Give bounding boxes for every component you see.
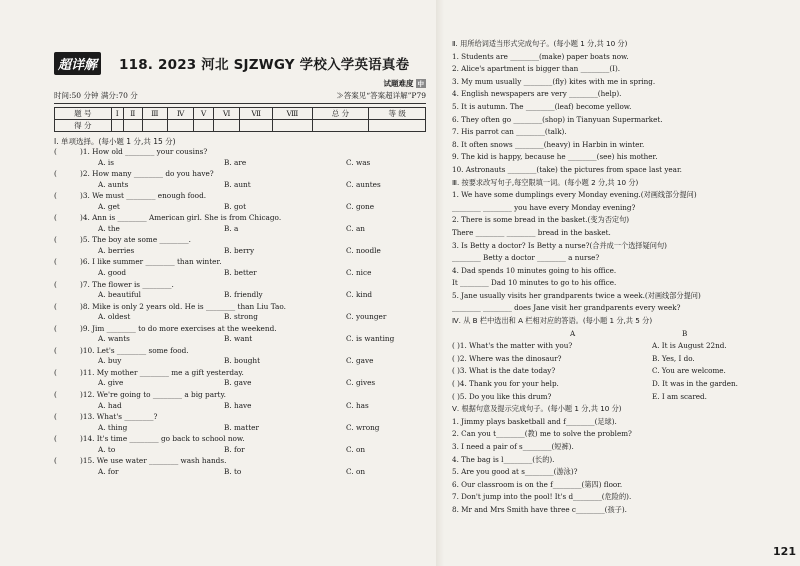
- match-a[interactable]: ( )4. Thank you for your help.: [452, 379, 559, 389]
- question-row: [54, 213, 426, 223]
- option-a[interactable]: A. give: [98, 378, 124, 388]
- left-column: [54, 50, 426, 478]
- option-c[interactable]: C. younger: [346, 312, 387, 322]
- question-row: [54, 191, 426, 201]
- option-b[interactable]: B. to: [224, 466, 242, 476]
- option-c[interactable]: C. gone: [346, 201, 375, 211]
- score-cell: Ⅲ: [142, 108, 167, 120]
- rewrite-line[interactable]: ________ ________ you have every Monday evening?: [452, 202, 636, 212]
- section2-heading: Ⅱ. 用所给词适当形式完成句子。(每小题 1 分,共 10 分): [452, 39, 628, 48]
- rewrite-line[interactable]: ________ ________ does Jane visit her grandparents every week?: [452, 303, 681, 313]
- score-cell: Ⅷ: [273, 108, 313, 120]
- section5-heading: Ⅴ. 根据句意及提示完成句子。(每小题 1 分,共 10 分): [452, 404, 622, 414]
- answer-bracket[interactable]: (: [54, 456, 57, 466]
- options-row: [54, 333, 426, 346]
- match-b: A. It is August 22nd.: [652, 341, 727, 351]
- options-row: [54, 267, 426, 280]
- exam-meta: [54, 90, 426, 104]
- question-text: )3. We must ________ enough food.: [80, 191, 207, 201]
- options-row: [54, 201, 426, 214]
- option-b[interactable]: B. better: [224, 267, 257, 277]
- answer-bracket[interactable]: (: [54, 390, 57, 400]
- question-text: )14. It's time ________ go back to school now.: [80, 434, 245, 444]
- match-a[interactable]: ( )1. What's the matter with you?: [452, 341, 573, 351]
- rewrite-line[interactable]: There ________ ________ bread in the basket.: [452, 227, 611, 237]
- fill-item[interactable]: 6. They often go ________(shop) in Tianyuan Supermarket.: [452, 114, 663, 124]
- question-text: )8. Mike is only 2 years old. He is ________ than Liu Tao.: [80, 301, 286, 311]
- section5-list: [452, 416, 792, 517]
- answer-bracket[interactable]: (: [54, 147, 57, 156]
- option-a[interactable]: A. good: [98, 267, 127, 277]
- options-row: [54, 179, 426, 192]
- option-b[interactable]: B. matter: [224, 422, 259, 432]
- rewrite-line: 3. Is Betty a doctor? Is Betty a nurse?(合并成一个选择疑问句): [452, 240, 667, 250]
- fill-item[interactable]: 4. English newspapers are very ________(help).: [452, 89, 622, 99]
- question-row: [54, 302, 426, 312]
- section1-list: [54, 147, 426, 478]
- question-row: [54, 412, 426, 422]
- fill-item[interactable]: 7. His parrot can ________(talk).: [452, 127, 567, 137]
- hint-fill-item[interactable]: 4. The bag is l________(长的).: [452, 454, 555, 464]
- fill-item[interactable]: 8. It often snows ________(heavy) in Harbin in winter.: [452, 139, 645, 149]
- option-a[interactable]: A. oldest: [98, 312, 131, 322]
- rewrite-line: 4. Dad spends 10 minutes going to his office.: [452, 265, 617, 275]
- question-row: [54, 434, 426, 444]
- question-row: [54, 169, 426, 179]
- fill-item[interactable]: 1. Students are ________(make) paper boats now.: [452, 51, 629, 61]
- question-text: )13. What's ________?: [80, 412, 158, 422]
- fill-item[interactable]: 5. It is autumn. The ________(leaf) become yellow.: [452, 101, 632, 111]
- answer-ref: ≫答案见“答案超详解”P79: [336, 91, 426, 100]
- options-row: [54, 223, 426, 236]
- hint-fill-item[interactable]: 3. I need a pair of s________(短裤).: [452, 442, 574, 451]
- option-c[interactable]: C. gives: [346, 378, 376, 388]
- option-a[interactable]: A. wants: [98, 334, 130, 344]
- option-b[interactable]: B. want: [224, 334, 253, 344]
- answer-bracket[interactable]: (: [54, 412, 57, 422]
- match-a-text: )4. Thank you for your help.: [457, 379, 559, 389]
- option-b[interactable]: B. have: [224, 400, 252, 410]
- score-cell: Ⅴ: [194, 108, 214, 120]
- hint-fill-item[interactable]: 2. Can you t________(教) me to solve the problem?: [452, 429, 632, 439]
- question-text: )7. The flower is ________.: [80, 279, 174, 289]
- difficulty-badge: 中: [417, 80, 424, 88]
- question-row: [54, 280, 426, 290]
- match-row: [452, 340, 792, 353]
- options-row: [54, 466, 426, 479]
- answer-bracket[interactable]: (: [54, 235, 57, 245]
- score-cell: 题 号: [55, 108, 112, 120]
- score-cell: Ⅱ: [123, 108, 142, 120]
- match-row: [452, 378, 792, 391]
- options-row: [54, 355, 426, 368]
- section3-list: [452, 189, 792, 315]
- question-row: [54, 147, 426, 157]
- question-text: )9. Jim ________ to do more exercises at the weekend.: [80, 323, 277, 333]
- option-c[interactable]: C. kind: [346, 290, 373, 300]
- score-input-cell[interactable]: [194, 120, 214, 132]
- section4-columns: [452, 328, 792, 341]
- option-c[interactable]: C. gave: [346, 356, 374, 366]
- option-c[interactable]: C. was: [346, 157, 371, 167]
- option-c[interactable]: C. has: [346, 400, 369, 410]
- question-row: [54, 257, 426, 267]
- answer-bracket[interactable]: (: [54, 257, 57, 267]
- options-row: [54, 422, 426, 435]
- options-row: [54, 400, 426, 413]
- rewrite-line[interactable]: It ________ Dad 10 minutes to go to his office.: [452, 278, 617, 288]
- question-text: )4. Ann is ________ American girl. She is from Chicago.: [80, 213, 282, 223]
- match-a[interactable]: ( )5. Do you like this drum?: [452, 391, 552, 401]
- question-row: [54, 324, 426, 334]
- question-row: [54, 456, 426, 466]
- match-b: B. Yes, I do.: [652, 353, 695, 363]
- option-a[interactable]: A. beautiful: [98, 290, 141, 300]
- time-info: 时间:50 分钟 满分:70 分: [54, 91, 138, 100]
- score-row-label: 得 分: [55, 120, 112, 132]
- question-text: )6. I like summer ________ than winter.: [80, 257, 222, 267]
- score-input-cell[interactable]: [369, 120, 426, 132]
- match-row: [452, 365, 792, 378]
- hint-fill-item[interactable]: 8. Mr and Mrs Smith have three c________(孩子).: [452, 504, 627, 514]
- score-input-cell[interactable]: [142, 120, 167, 132]
- question-row: [54, 346, 426, 356]
- question-text: )15. We use water ________ wash hands.: [80, 456, 227, 466]
- hint-fill-item[interactable]: 1. Jimmy plays basketball and f________(足球).: [452, 416, 617, 426]
- option-a[interactable]: A. thing: [98, 422, 128, 432]
- logo: 超详解: [54, 52, 101, 75]
- option-a[interactable]: A. had: [98, 400, 122, 410]
- option-c[interactable]: C. wrong: [346, 422, 380, 432]
- match-row: [452, 353, 792, 366]
- option-b[interactable]: B. are: [224, 157, 247, 167]
- question-text: )1. How old ________ your cousins?: [80, 147, 208, 156]
- option-c[interactable]: C. noodle: [346, 245, 381, 255]
- fill-item[interactable]: 10. Astronauts ________(take) the pictures from space last year.: [452, 164, 682, 174]
- difficulty-label: 试题难度: [383, 79, 414, 88]
- hint-fill-item[interactable]: 6. Our classroom is on the f________(第四) floor.: [452, 479, 623, 489]
- page-title: 118. 2023 河北 SJZWGY 学校入学英语真卷: [119, 57, 410, 73]
- question-row: [54, 235, 426, 245]
- fill-item[interactable]: 9. The kid is happy, because he ________(see) his mother.: [452, 152, 658, 162]
- option-a[interactable]: A. is: [98, 157, 114, 167]
- option-b[interactable]: B. for: [224, 444, 245, 454]
- answer-bracket[interactable]: (: [54, 301, 57, 311]
- options-row: [54, 377, 426, 390]
- hint-fill-item[interactable]: 7. Don't jump into the pool! It's d________(危险的).: [452, 492, 632, 502]
- match-a[interactable]: ( )3. What is the date today?: [452, 366, 556, 376]
- rewrite-line[interactable]: ________ Betty a doctor ________ a nurse?: [452, 253, 600, 263]
- question-text: )5. The boy ate some ________.: [80, 235, 191, 245]
- answer-bracket[interactable]: (: [54, 213, 57, 223]
- match-a-text: )5. Do you like this drum?: [457, 391, 552, 401]
- answer-bracket[interactable]: (: [54, 434, 57, 444]
- match-row: [452, 391, 792, 404]
- answer-bracket[interactable]: (: [54, 323, 57, 333]
- rewrite-line: 1. We have some dumplings every Monday evening.(对画线部分提问): [452, 190, 697, 200]
- option-a[interactable]: A. for: [98, 466, 119, 476]
- score-input-cell[interactable]: [213, 120, 239, 132]
- score-cell: Ⅰ: [111, 108, 123, 120]
- score-value-row: [55, 120, 426, 132]
- score-input-cell[interactable]: [312, 120, 369, 132]
- option-b[interactable]: B. bought: [224, 356, 261, 366]
- rewrite-line: 5. Jane usually visits her grandparents twice a week.(对画线部分提问): [452, 290, 701, 300]
- score-input-cell[interactable]: [168, 120, 194, 132]
- col-b-label: B: [682, 328, 688, 338]
- option-b[interactable]: B. aunt: [224, 179, 251, 189]
- section2-list: [452, 51, 792, 177]
- option-a[interactable]: A. the: [98, 223, 120, 233]
- right-column: [452, 38, 792, 517]
- options-row: [54, 245, 426, 258]
- question-text: )12. We're going to ________ a big party.: [80, 390, 226, 400]
- option-c[interactable]: C. is wanting: [346, 334, 395, 344]
- score-input-cell[interactable]: [123, 120, 142, 132]
- section4-list: [452, 340, 792, 403]
- options-row: [54, 157, 426, 170]
- answer-bracket[interactable]: (: [54, 191, 57, 201]
- section3-heading: Ⅲ. 按要求改写句子,每空限填一词。(每小题 2 分,共 10 分): [452, 177, 639, 187]
- rewrite-line: 2. There is some bread in the basket.(变为否定句): [452, 215, 630, 225]
- option-a[interactable]: A. get: [98, 201, 120, 211]
- options-row: [54, 311, 426, 324]
- score-cell: Ⅵ: [213, 108, 239, 120]
- match-a[interactable]: ( )2. Where was the dinosaur?: [452, 353, 562, 363]
- option-a[interactable]: A. to: [98, 444, 116, 454]
- question-text: )10. Let's ________ some food.: [80, 345, 189, 355]
- option-c[interactable]: C. auntes: [346, 179, 381, 189]
- match-a-text: )3. What is the date today?: [457, 366, 556, 376]
- page-fold: [436, 0, 444, 566]
- question-text: )2. How many ________ do you have?: [80, 169, 214, 179]
- option-c[interactable]: C. on: [346, 466, 366, 476]
- score-input-cell[interactable]: [240, 120, 273, 132]
- options-row: [54, 444, 426, 457]
- question-text: )11. My mother ________ me a gift yesterday.: [80, 367, 244, 377]
- option-a[interactable]: A. aunts: [98, 179, 129, 189]
- option-a[interactable]: A. berries: [98, 245, 135, 255]
- option-b[interactable]: B. gave: [224, 378, 252, 388]
- match-a-text: )1. What's the matter with you?: [457, 341, 573, 351]
- score-cell: Ⅳ: [168, 108, 194, 120]
- match-a-text: )2. Where was the dinosaur?: [457, 353, 562, 363]
- options-row: [54, 289, 426, 302]
- match-b: D. It was in the garden.: [652, 379, 738, 389]
- answer-bracket[interactable]: (: [54, 279, 57, 289]
- option-c[interactable]: C. nice: [346, 267, 372, 277]
- answer-bracket[interactable]: (: [54, 169, 57, 179]
- option-c[interactable]: C. on: [346, 444, 366, 454]
- score-header-row: [55, 108, 426, 120]
- fill-item[interactable]: 3. My mum usually ________(fly) kites with me in spring.: [452, 76, 656, 86]
- question-row: [54, 390, 426, 400]
- question-row: [54, 368, 426, 378]
- score-cell: 等 级: [369, 108, 426, 120]
- option-b[interactable]: B. got: [224, 201, 246, 211]
- score-input-cell[interactable]: [273, 120, 313, 132]
- col-a-label: A: [570, 328, 576, 338]
- answer-bracket[interactable]: (: [54, 345, 57, 355]
- option-b[interactable]: B. berry: [224, 245, 255, 255]
- score-table: [54, 107, 426, 132]
- score-cell: Ⅶ: [240, 108, 273, 120]
- option-c[interactable]: C. an: [346, 223, 366, 233]
- page-number: 121: [773, 545, 796, 558]
- match-b: C. You are welcome.: [652, 366, 726, 376]
- fill-item[interactable]: 2. Alice's apartment is bigger than ________(I).: [452, 64, 621, 74]
- difficulty: [384, 78, 427, 89]
- score-input-cell[interactable]: [111, 120, 123, 132]
- answer-bracket[interactable]: (: [54, 367, 57, 377]
- option-b[interactable]: B. a: [224, 223, 239, 233]
- section4-heading: Ⅳ. 从 B 栏中选出和 A 栏相对应的答语。(每小题 1 分,共 5 分): [452, 316, 653, 326]
- score-cell: 总 分: [312, 108, 369, 120]
- hint-fill-item[interactable]: 5. Are you good at s________(游泳)?: [452, 467, 578, 477]
- header: [54, 50, 426, 76]
- option-b[interactable]: B. friendly: [224, 290, 263, 300]
- option-a[interactable]: A. buy: [98, 356, 122, 366]
- match-b: E. I am scared.: [652, 391, 707, 401]
- section1-heading: Ⅰ. 单项选择。(每小题 1 分,共 15 分): [54, 137, 176, 146]
- option-b[interactable]: B. strong: [224, 312, 258, 322]
